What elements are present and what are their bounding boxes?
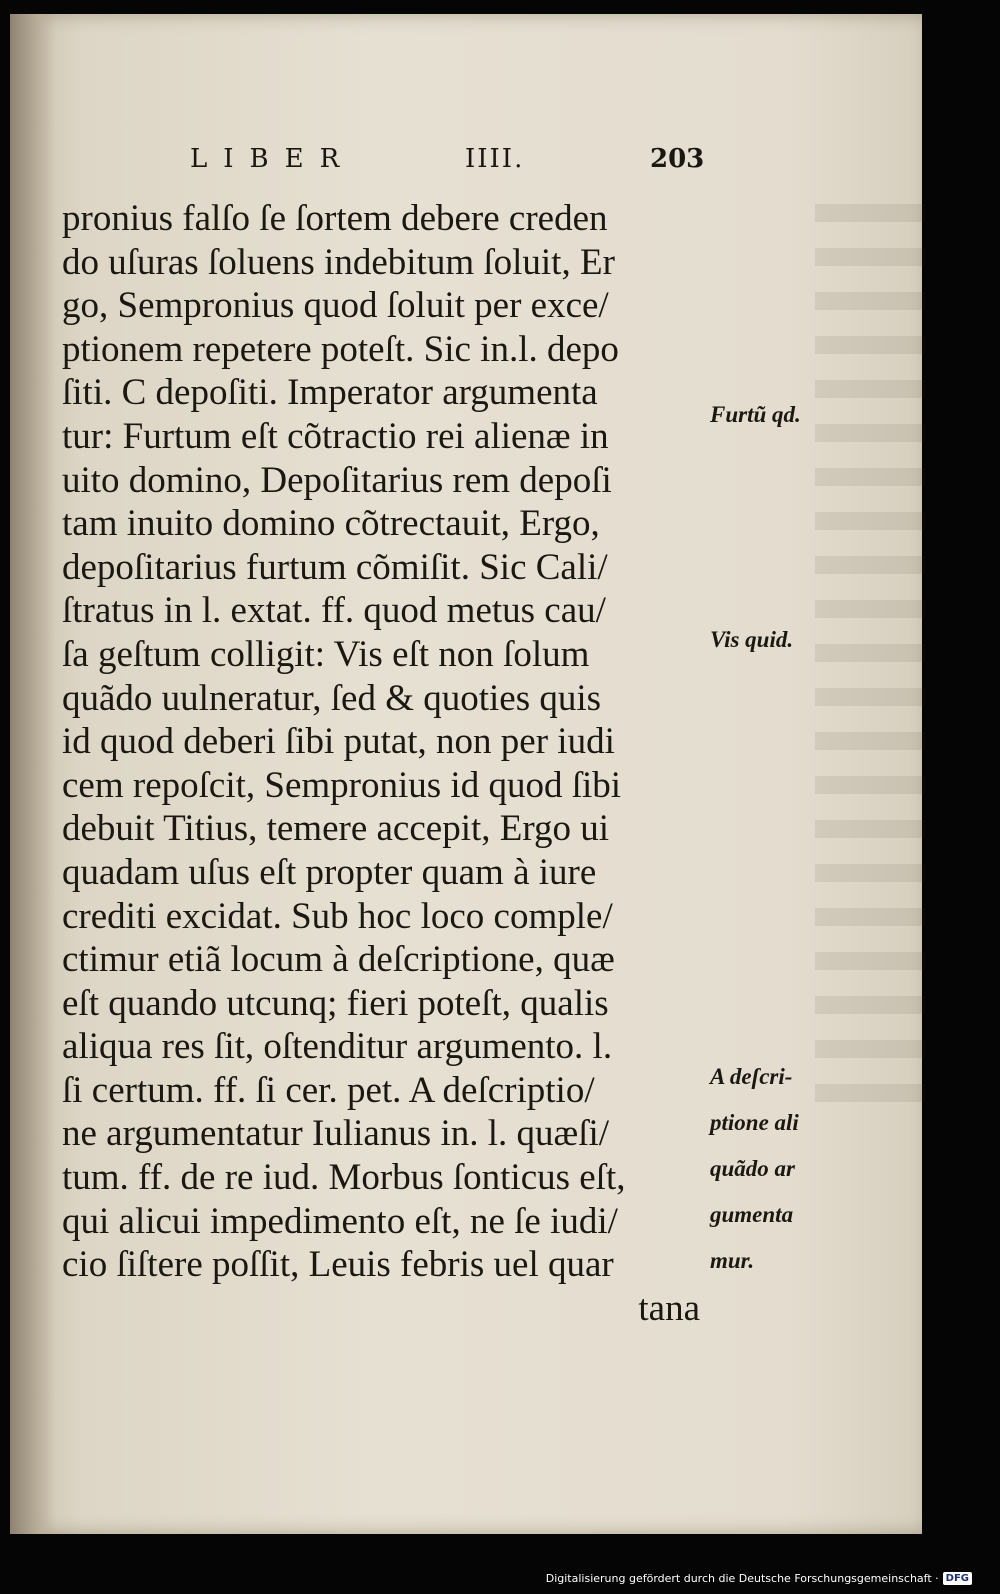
text-line: tam inuito domino cõtrectauit, Ergo, xyxy=(62,503,600,545)
text-line: tur: Furtum eſt cõtractio rei alienæ in xyxy=(62,415,609,457)
page-gutter-shadow xyxy=(10,14,56,1534)
marginal-note-line: A deſcri- xyxy=(710,1064,793,1089)
credit-text: Digitalisierung gefördert durch die Deutsche Forschungsgemeinschaft · xyxy=(545,1571,939,1585)
book-number: IIII. xyxy=(465,144,525,174)
text-line: cio ſiſtere poſſit, Leuis febris uel quar xyxy=(62,1244,614,1286)
marginal-note-line: ptione ali xyxy=(710,1110,799,1135)
catchword: tana xyxy=(638,1287,700,1329)
text-line: eſt quando utcunq; fieri poteſt, qualis xyxy=(62,982,609,1024)
text-line: debuit Titius, temere accepit, Ergo ui xyxy=(62,808,610,850)
text-line: ſtratus in l. extat. ff. quod metus cau/ xyxy=(62,590,606,632)
page-header xyxy=(10,144,922,184)
text-line: ſa geſtum colligit: Vis eſt non ſolum xyxy=(62,633,590,675)
marginal-note-line: mur. xyxy=(710,1248,755,1273)
text-line: ptionem repetere poteſt. Sic in.l. depo xyxy=(62,328,619,370)
marginal-note-descriptio xyxy=(710,1054,799,1284)
text-line: tum. ff. de re iud. Morbus ſonticus eſt, xyxy=(62,1157,626,1199)
text-line: quadam uſus eſt propter quam à iure xyxy=(62,851,597,893)
main-text-block xyxy=(62,197,712,1330)
marginal-note-line: gumenta xyxy=(710,1202,794,1227)
text-line: ne argumentatur Iulianus in. l. quæſi/ xyxy=(62,1113,610,1155)
text-line: ctimur etiã locum à deſcriptione, quæ xyxy=(62,939,615,981)
folio-number: 203 xyxy=(650,144,705,174)
marginal-note-furtum: Furtũ qd. xyxy=(710,402,801,427)
marginal-note-vis: Vis quid. xyxy=(710,627,794,652)
text-line: pronius falſo ſe ſortem debere creden xyxy=(62,198,608,239)
dfg-logo: DFG xyxy=(943,1572,972,1585)
text-line: ſi certum. ff. ſi cer. pet. A deſcriptio/ xyxy=(62,1069,595,1111)
text-line: quãdo uulneratur, ſed & quoties quis xyxy=(62,677,602,719)
text-line: depoſitarius furtum cõmiſit. Sic Cali/ xyxy=(62,546,608,588)
running-title: LIBER xyxy=(190,144,356,174)
text-line: go, Sempronius quod ſoluit per exce/ xyxy=(62,285,609,327)
text-line: id quod deberi ſibi putat, non per iudi xyxy=(62,721,615,763)
text-line: qui alicui impedimento eſt, ne ſe iudi/ xyxy=(62,1200,618,1242)
text-line: cem repoſcit, Sempronius id quod ſibi xyxy=(62,764,622,806)
text-line: do uſuras ſoluens indebitum ſoluit, Er xyxy=(62,241,615,283)
text-line: ſiti. C depoſiti. Imperator argumenta xyxy=(62,372,598,414)
show-through-text xyxy=(815,204,925,1104)
text-line: crediti excidat. Sub hoc loco comple/ xyxy=(62,895,613,937)
marginal-note-line: quãdo ar xyxy=(710,1156,795,1181)
digitization-credit xyxy=(546,1568,972,1588)
text-line: aliqua res ſit, oſtenditur argumento. l. xyxy=(62,1026,613,1068)
text-line: uito domino, Depoſitarius rem depoſi xyxy=(62,459,612,501)
book-page xyxy=(10,14,922,1534)
